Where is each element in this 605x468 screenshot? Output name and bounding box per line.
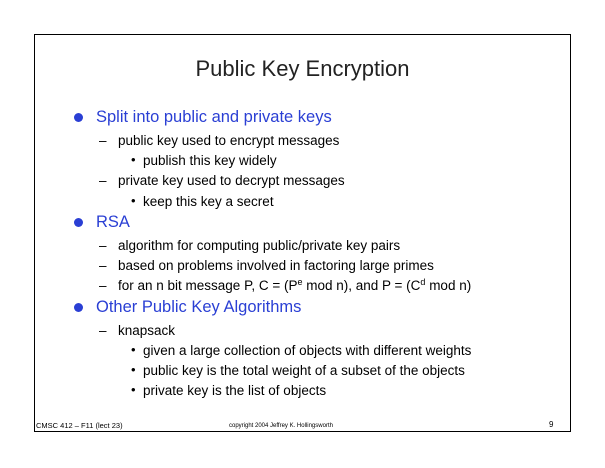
bullet-heading: Split into public and private keys — [96, 108, 332, 126]
dash-icon: – — [99, 278, 107, 293]
bullet-dot-icon — [74, 113, 83, 122]
small-bullet-icon: • — [131, 362, 136, 377]
bullet-rsa — [96, 213, 130, 232]
slide-title: Public Key Encryption — [195, 56, 410, 81]
bullet-dot-icon — [74, 218, 83, 227]
subitem-factoring: – based on problems involved in factoring large primes — [99, 258, 434, 273]
subsubitem-keep-secret: • keep this key a secret — [131, 193, 274, 209]
small-bullet-icon: • — [131, 382, 136, 397]
dash-icon: – — [99, 323, 107, 338]
bullet-other-algorithms — [96, 298, 301, 317]
small-bullet-icon: • — [131, 342, 136, 357]
footer-copyright: copyright 2004 Jeffrey K. Hollingsworth — [229, 423, 333, 429]
bullet-heading: RSA — [96, 213, 130, 231]
subitem-algorithm: – algorithm for computing public/private key pairs — [99, 238, 401, 253]
subsubitem-public-weight: • public key is the total weight of a subset of the objects — [131, 362, 465, 378]
small-bullet-icon: • — [131, 152, 136, 167]
subitem-rsa-formula: – for an n bit message P, $C = (P^e$ mod n), and $P = (C^d$ mod n) — [99, 277, 472, 293]
footer-course: CMSC 412 – F11 (lect 23) — [36, 421, 123, 430]
dash-icon: – — [99, 133, 107, 148]
subitem-knapsack: – knapsack — [99, 323, 176, 338]
subitem-private-key: – private key used to decrypt messages — [99, 173, 345, 188]
bullet-dot-icon — [74, 303, 83, 312]
small-bullet-icon: • — [131, 193, 136, 208]
bullet-heading: Other Public Key Algorithms — [96, 298, 302, 316]
subsubitem-collection: • given a large collection of objects with different weights — [131, 342, 472, 358]
dash-icon: – — [99, 238, 107, 253]
bullet-split-keys — [96, 108, 332, 127]
subsubitem-publish: • publish this key widely — [131, 152, 277, 168]
dash-icon: – — [99, 258, 107, 273]
subsubitem-private-list: • private key is the list of objects — [131, 382, 327, 398]
page-number: 9 — [549, 420, 554, 429]
dash-icon: – — [99, 173, 107, 188]
subitem-public-key: – public key used to encrypt messages — [99, 133, 340, 148]
